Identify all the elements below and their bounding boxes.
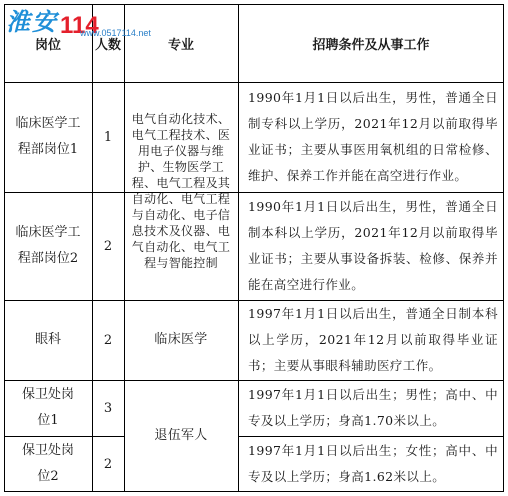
engineering-major: 电气自动化技术、电气工程技术、医用电子仪器与维护、生物医学工程、电气工程及其自动化、电气工程与自动化、电子信息技术及仪器、电气自动化、电气工程与智能控制: [131, 112, 231, 270]
row-1-count: 1: [103, 129, 113, 145]
row-1-requirements: 1990年1月1日以后出生，男性，普通全日制专科以上学历，2021年12月以前取得毕业证书；主要从事医用氧机组的日常检修、维护、保养工作并能在高空进行作业。: [248, 90, 498, 183]
header-count: 人数: [94, 37, 121, 53]
row-4-count: 3: [103, 400, 113, 416]
header-requirements: 招聘条件及从事工作: [312, 37, 430, 53]
watermark-text-num: 114: [60, 12, 99, 39]
row-4-position: 保卫处岗位1: [22, 387, 75, 428]
row-4-requirements: 1997年1月1日以后出生；男性；高中、中专及以上学历；身高1.70米以上。: [248, 387, 498, 428]
row-5-count: 2: [103, 456, 113, 472]
row-3-requirements: 1997年1月1日以后出生，普通全日制本科以上学历，2021年12月以前取得毕业证书；主要从事眼科辅助医疗工作。: [248, 306, 498, 373]
watermark-url: www.0517114.net: [80, 28, 151, 38]
row-2-count: 2: [103, 238, 113, 254]
row-5-requirements: 1997年1月1日以后出生；女性；高中、中专及以上学历；身高1.62米以上。: [248, 443, 498, 484]
row-2-requirements: 1990年1月1日以后出生，男性，普通全日制本科以上学历，2021年12月以前取得毕业证书；主要从事设备拆装、检修、保养并能在高空进行作业。: [248, 199, 498, 292]
recruitment-table: [4, 4, 504, 492]
security-major: 退伍军人: [154, 428, 208, 443]
row-3-position: 眼科: [34, 332, 61, 347]
header-major: 专业: [167, 37, 194, 53]
row-5-position: 保卫处岗位2: [22, 443, 75, 484]
row-1-position: 临床医学工程部岗位1: [15, 116, 81, 157]
row-3-major: 临床医学: [154, 332, 208, 347]
row-3-count: 2: [103, 332, 113, 348]
header-position: 岗位: [34, 37, 61, 53]
row-2-position: 临床医学工程部岗位2: [15, 225, 81, 266]
watermark-text-cn: 淮安: [6, 7, 58, 36]
